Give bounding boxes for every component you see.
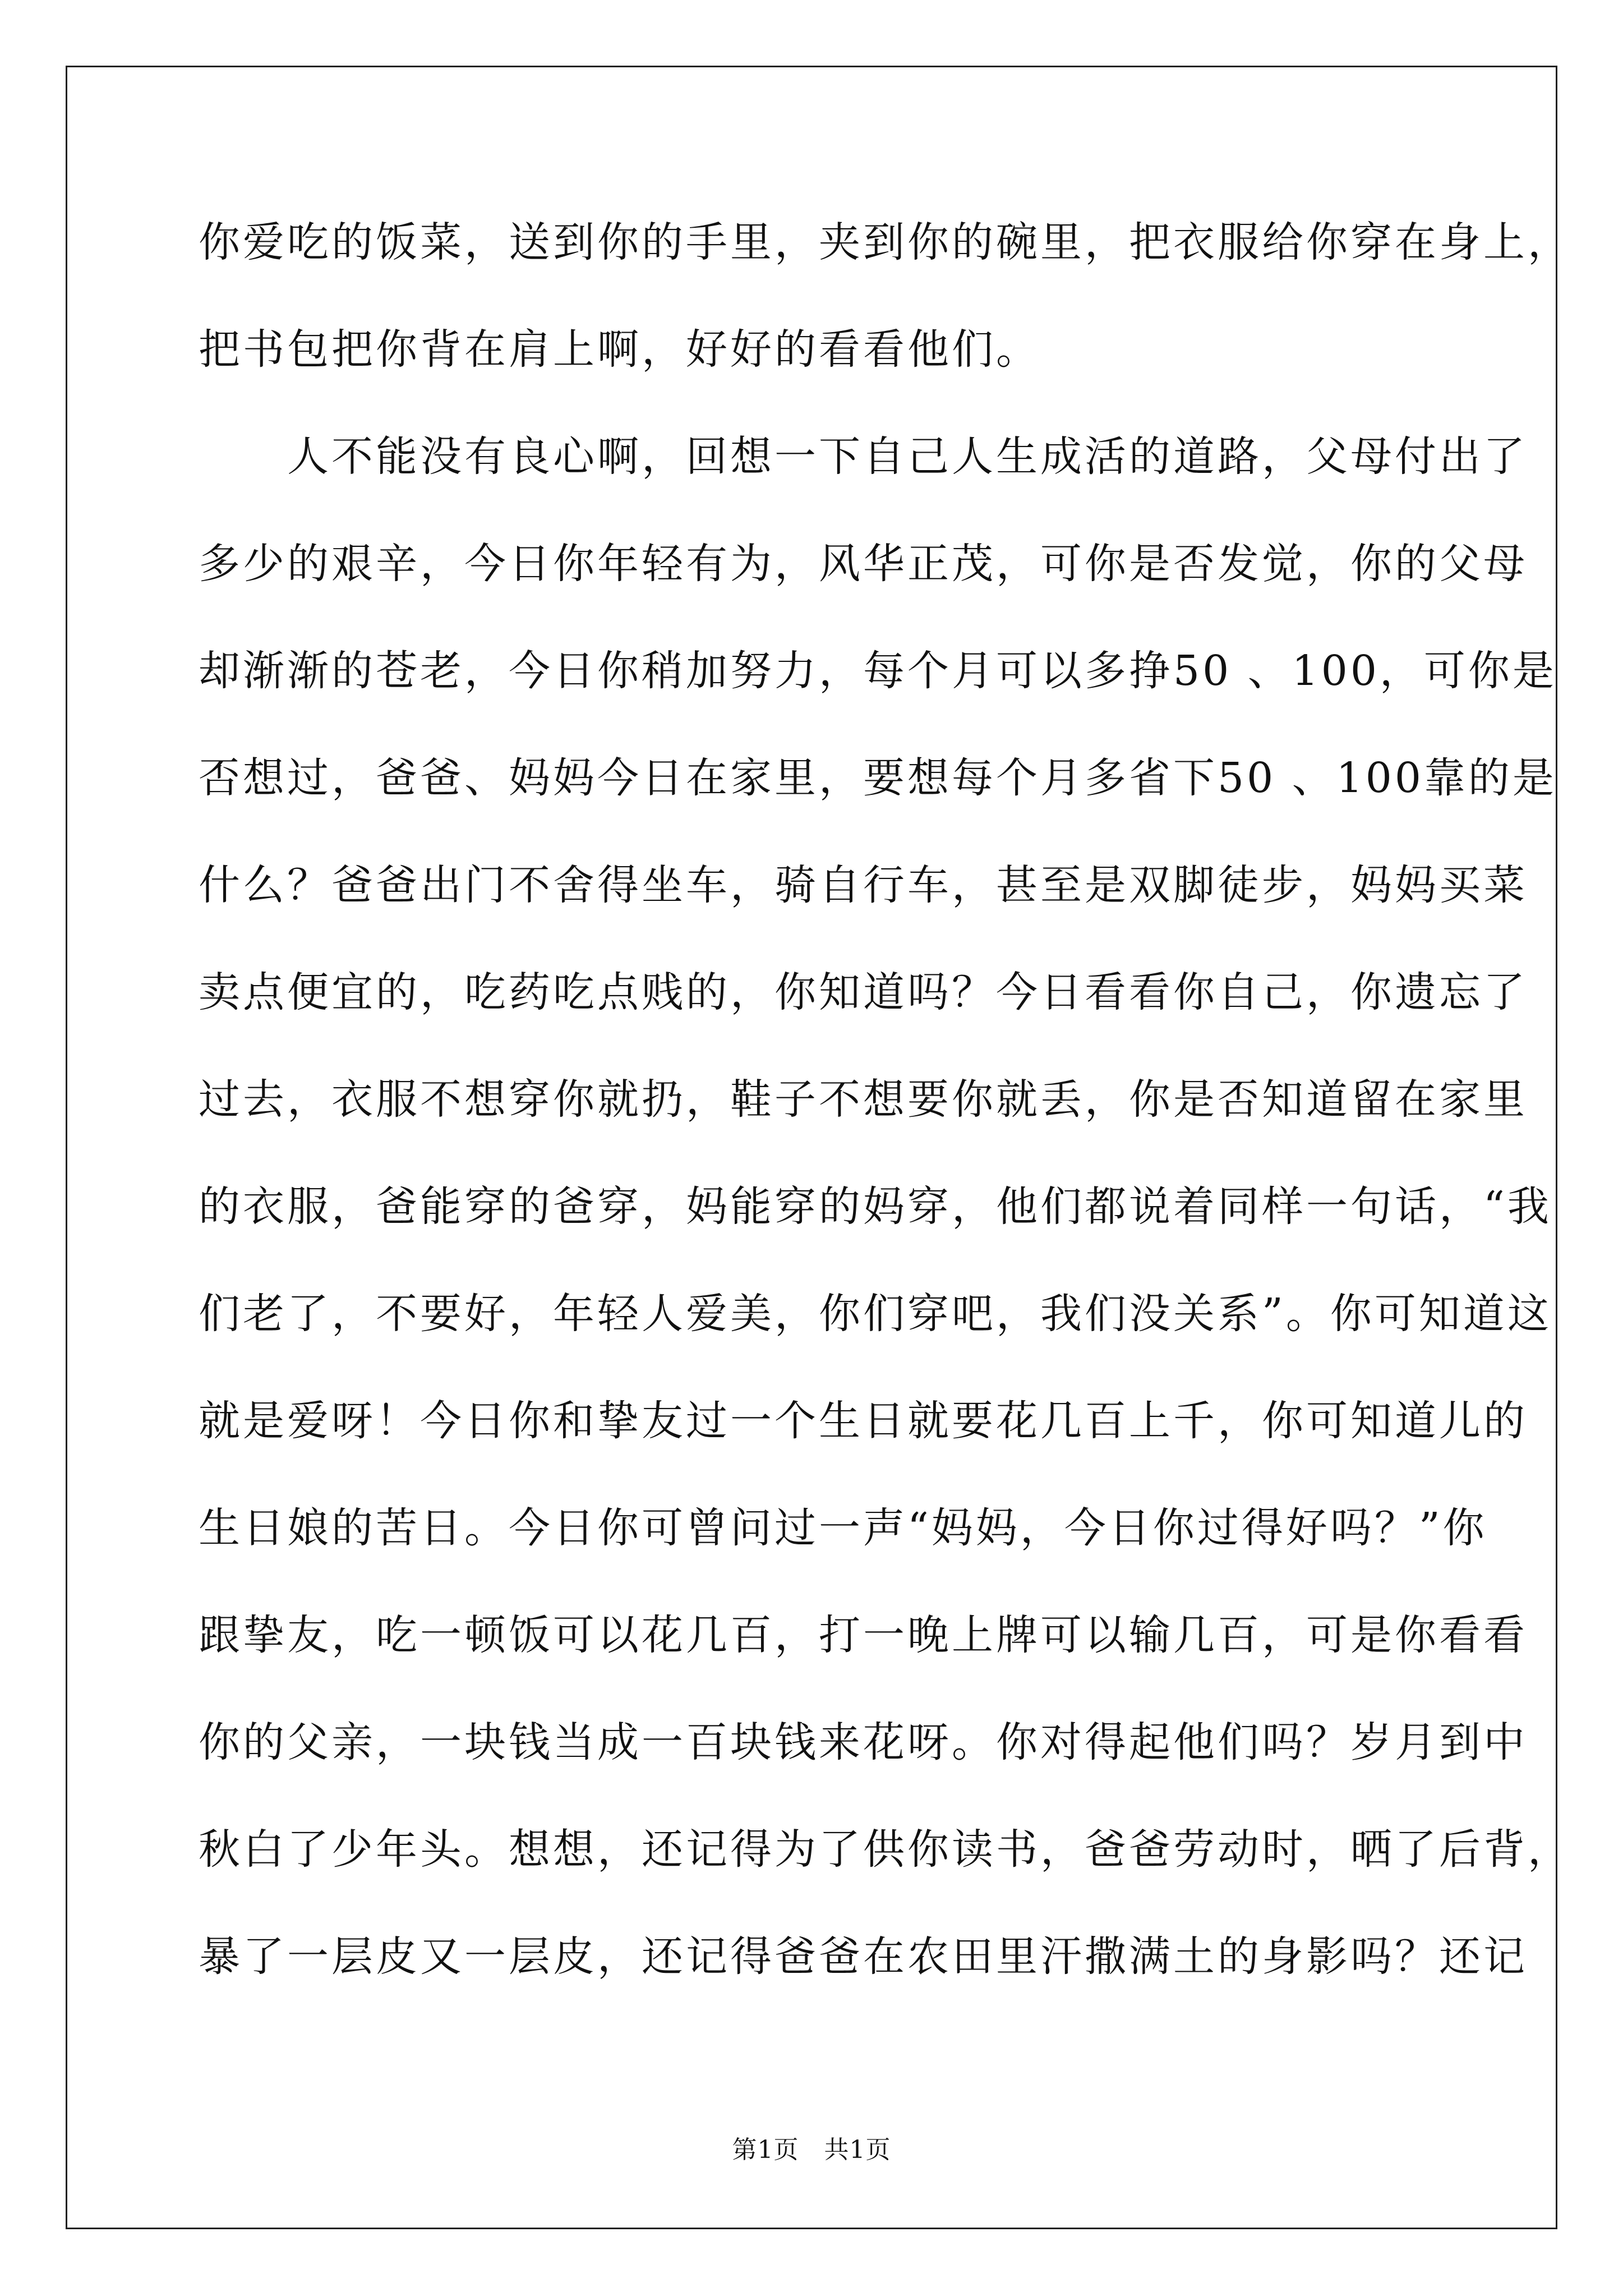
text-line: 跟挚友，吃一顿饭可以花几百，打一晚上牌可以输几百，可是你看看: [199, 1611, 1528, 1659]
text-line: 人不能没有良心啊，回想一下自己人生成活的道路，父母付出了: [199, 432, 1528, 481]
text-line: 否想过，爸爸、妈妈今日在家里，要想每个月多省下50 、100靠的是: [199, 754, 1557, 802]
text-line: 你的父亲，一块钱当成一百块钱来花呀。你对得起他们吗？岁月到中: [199, 1718, 1528, 1766]
text-line: 却渐渐的苍老，今日你稍加努力，每个月可以多挣50 、100，可你是: [199, 647, 1557, 695]
page-border: [66, 66, 1557, 2229]
text-line: 什么？爸爸出门不舍得坐车，骑自行车，甚至是双脚徒步，妈妈买菜: [199, 861, 1528, 909]
text-line: 生日娘的苦日。今日你可曾问过一声“妈妈，今日你过得好吗？”你: [199, 1504, 1487, 1552]
text-line: 把书包把你背在肩上啊，好好的看看他们。: [199, 325, 1040, 374]
text-line: 多少的艰辛，今日你年轻有为，风华正茂，可你是否发觉，你的父母: [199, 540, 1528, 588]
text-line: 就是爱呀！今日你和挚友过一个生日就要花几百上千，你可知道儿的: [199, 1397, 1528, 1445]
text-line: 秋白了少年头。想想，还记得为了供你读书，爸爸劳动时，晒了后背，: [199, 1825, 1572, 1874]
text-line: 们老了，不要好，年轻人爱美，你们穿吧，我们没关系”。你可知道这: [199, 1290, 1552, 1338]
text-line: 过去，衣服不想穿你就扔，鞋子不想要你就丢，你是否知道留在家里: [199, 1075, 1528, 1124]
page-number-footer: 第1页 共1页: [732, 2136, 891, 2164]
text-line: 卖点便宜的，吃药吃点贱的，你知道吗？今日看看你自己，你遗忘了: [199, 968, 1528, 1016]
text-line: 暴了一层皮又一层皮，还记得爸爸在农田里汗撒满土的身影吗？还记: [199, 1932, 1528, 1981]
text-line: 你爱吃的饭菜，送到你的手里，夹到你的碗里，把衣服给你穿在身上，: [199, 218, 1572, 266]
text-line: 的衣服，爸能穿的爸穿，妈能穿的妈穿，他们都说着同样一句话，“我: [199, 1182, 1552, 1231]
